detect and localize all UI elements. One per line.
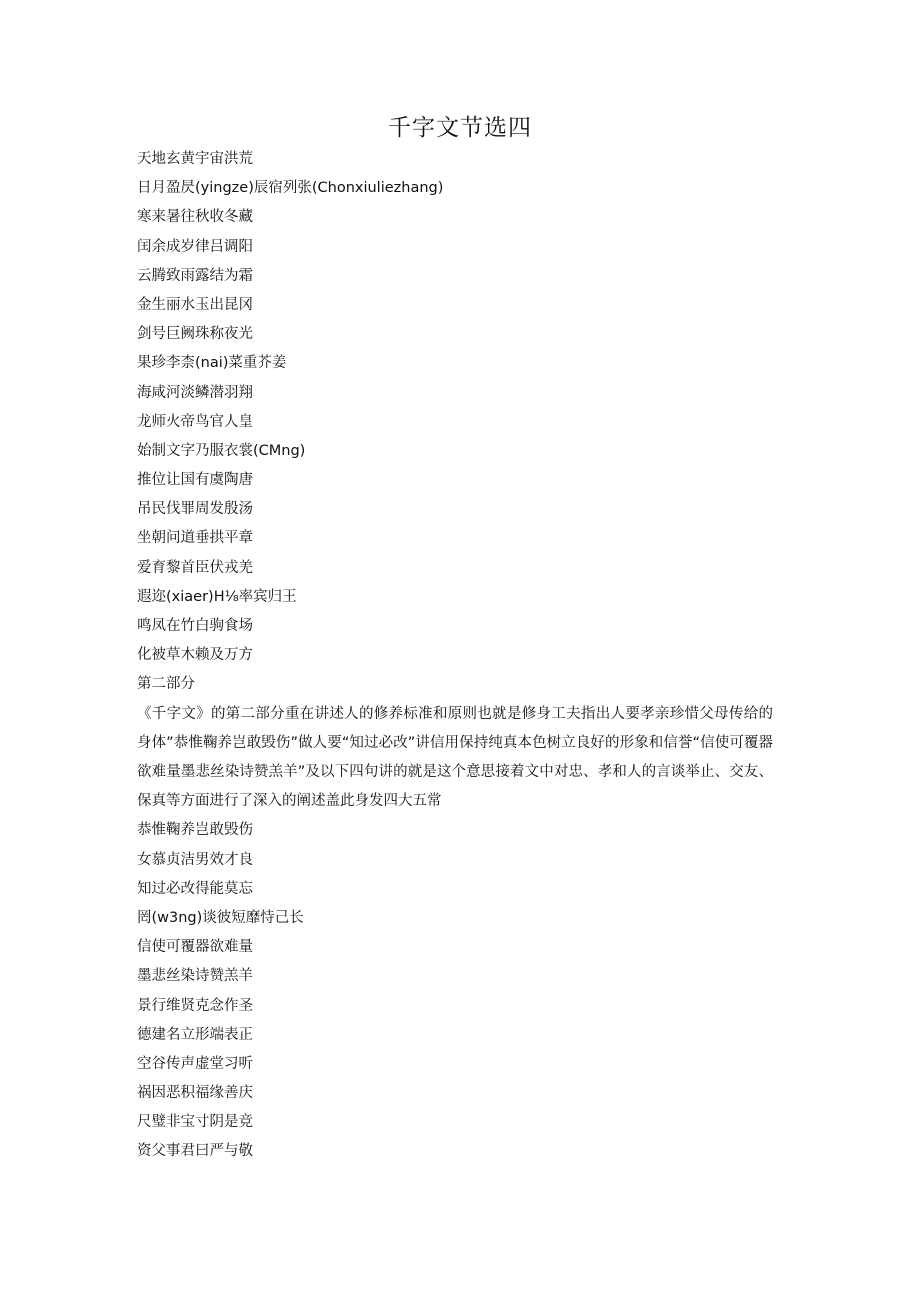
text-line: 果珍李柰(nai)菜重芥姜 bbox=[137, 355, 287, 372]
text-line: 海咸河淡鳞潜羽翔 bbox=[137, 384, 253, 401]
text-line: 恭惟鞠养岂敢毁伤 bbox=[137, 822, 253, 839]
text-line: 祸因恶积福缘善庆 bbox=[137, 1085, 253, 1102]
text-line: 墨悲丝染诗赞羔羊 bbox=[137, 968, 253, 985]
text-line: 剑号巨阙珠称夜光 bbox=[137, 326, 253, 343]
section-heading: 第二部分 bbox=[137, 676, 195, 693]
text-line: 遐迩(xiaer)H⅛率宾归王 bbox=[137, 588, 297, 605]
text-line: 尺璧非宝寸阴是竞 bbox=[137, 1114, 253, 1131]
text-line: 日月盈昃(yingze)辰宿列张(Chonxiuliezhang) bbox=[137, 180, 444, 197]
page-title: 千字文节选四 bbox=[388, 115, 532, 141]
text-line: 金生丽水玉出昆冈 bbox=[137, 296, 253, 313]
text-line: 始制文字乃服衣裳(CMng) bbox=[137, 442, 306, 459]
text-line: 知过必改得能莫忘 bbox=[137, 880, 253, 897]
text-line: 天地玄黄宇宙洪荒 bbox=[137, 151, 253, 167]
text-line: 云腾致雨露结为霜 bbox=[137, 267, 253, 284]
text-line: 空谷传声虚堂习听 bbox=[137, 1055, 253, 1072]
text-line: 推位让国有虞陶唐 bbox=[137, 472, 253, 489]
intro-paragraph: 《千字文》的第二部分重在讲述人的修养标准和原则也就是修身工夫指出人要孝亲珍惜父母传给的身体”恭惟鞠养岂敢毁伤”做人要“知过必改”讲信用保持纯真本色树立良好的形象和信誉“信使可覆器欲难量墨悲丝染诗赞羔羊”及以下四句讲的就是这个意思接着文中对忠、孝和人的言谈举止、交友、保真等方面进行了深入的阐述盖此身发四大五常 bbox=[137, 705, 773, 810]
text-line: 德建名立形端表正 bbox=[137, 1026, 253, 1043]
text-line: 吊民伐罪周发殷汤 bbox=[137, 501, 253, 518]
text-line: 景行维贤克念作圣 bbox=[137, 997, 253, 1014]
text-line: 爱育黎首臣伏戎羌 bbox=[137, 559, 253, 576]
text-line: 女慕贞洁男效才良 bbox=[137, 851, 253, 868]
document-body bbox=[137, 145, 777, 1167]
text-line: 坐朝问道垂拱平章 bbox=[137, 530, 253, 547]
text-line: 闰余成岁律吕调阳 bbox=[137, 238, 253, 255]
text-line: 信使可覆器欲难量 bbox=[137, 939, 253, 956]
text-line: 寒来暑往秋收冬藏 bbox=[137, 209, 253, 226]
text-line: 罔(w3ng)谈彼短靡恃己长 bbox=[137, 909, 304, 926]
text-line: 龙师火帝鸟官人皇 bbox=[137, 413, 253, 430]
text-line: 资父事君曰严与敬 bbox=[137, 1143, 253, 1160]
text-line: 化被草木赖及万方 bbox=[137, 647, 253, 664]
text-line: 鸣凤在竹白驹食场 bbox=[137, 618, 253, 634]
